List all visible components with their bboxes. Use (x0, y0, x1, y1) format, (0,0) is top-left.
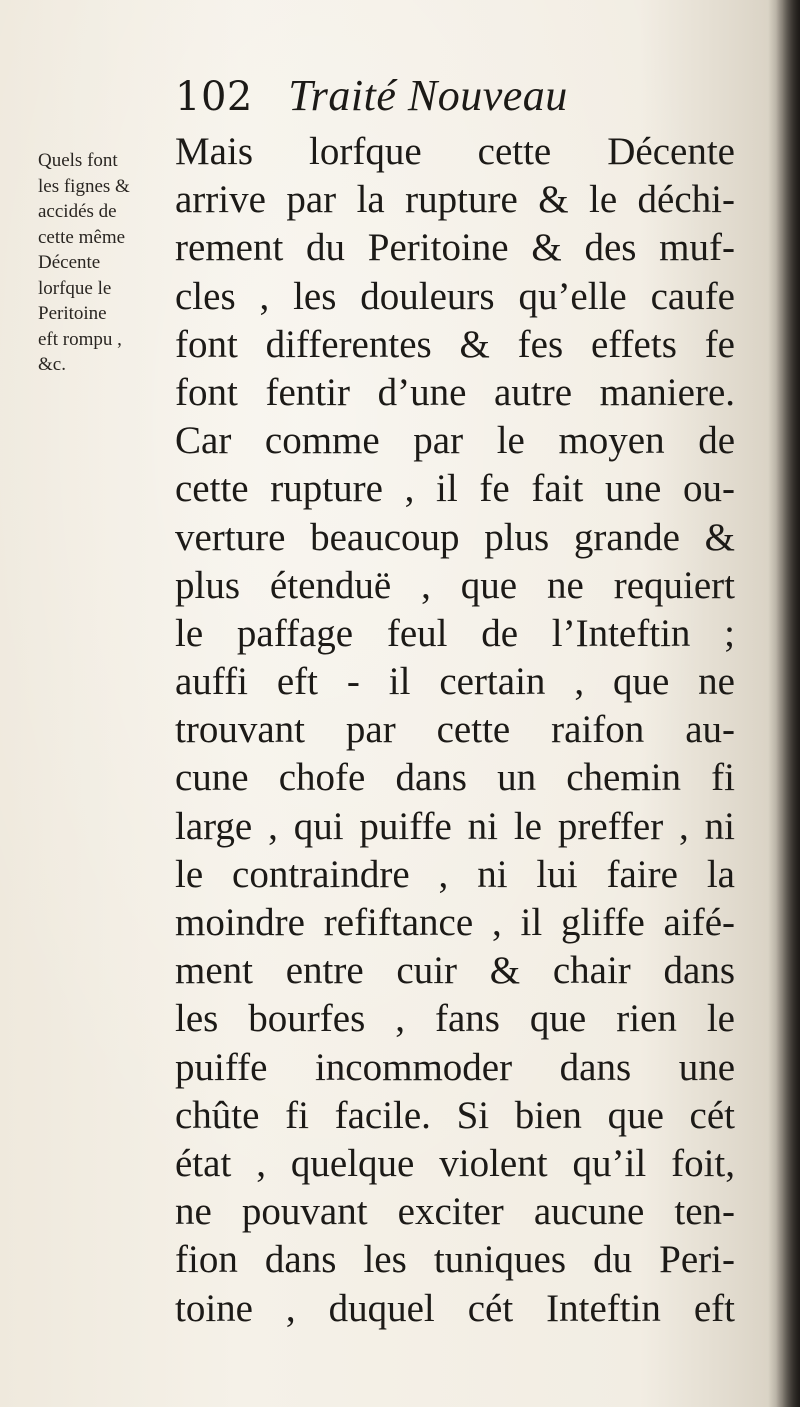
text-line: font fentir d’une autre maniere. (175, 370, 735, 414)
text-line: toine , duquel cét Inteftin eft (175, 1286, 735, 1330)
text-line: verture beaucoup plus grande & (175, 515, 735, 559)
page-header (175, 70, 568, 121)
text-line: arrive par la rupture & le déchi- (175, 178, 735, 222)
text-line: les bourfes , fans que rien le (175, 997, 735, 1041)
text-line: font differentes & fes effets fe (175, 322, 735, 366)
text-line: trouvant par cette raifon au- (175, 708, 735, 752)
text-line: fion dans les tuniques du Peri- (175, 1238, 735, 1282)
margin-note-line: eft rompu , (38, 328, 122, 350)
margin-note-line: cette même (38, 226, 126, 248)
text-line: le paffage feul de l’Inteftin ; (175, 611, 735, 655)
text-line: moindre refiftance , il gliffe aifé- (175, 901, 735, 944)
margin-note-line: Décente (38, 252, 101, 273)
text-line: ment entre cuir & chair dans (175, 949, 735, 993)
text-line: cette rupture , il fe fait une ou- (175, 467, 735, 511)
text-line: Mais lorfque cette Décente (175, 130, 735, 173)
text-line: le contraindre , ni lui faire la (175, 852, 735, 896)
text-line: rement du Peritoine & des muf- (175, 226, 735, 270)
page-gutter-shadow (768, 0, 800, 1407)
text-line: Car comme par le moyen de (175, 419, 735, 463)
margin-note (38, 148, 173, 378)
text-line: puiffe incommoder dans une (175, 1045, 735, 1089)
text-line: auffi eft - il certain , que ne (175, 660, 735, 704)
margin-note-line: lorfque le (38, 277, 112, 299)
margin-note-line: les fignes & (38, 175, 130, 197)
text-line: cles , les douleurs qu’elle caufe (175, 274, 735, 318)
margin-note-line: Peritoine (38, 303, 107, 324)
running-title: Traité Nouveau (288, 71, 568, 120)
body-text (175, 128, 735, 1333)
text-line: cune chofe dans un chemin fi (175, 756, 735, 800)
text-line: état , quelque violent qu’il foit, (175, 1141, 735, 1185)
text-line: ne pouvant exciter aucune ten- (175, 1190, 735, 1234)
text-line: chûte fi facile. Si bien que cét (175, 1093, 735, 1137)
text-line: large , qui puiffe ni le preffer , ni (175, 804, 735, 848)
text-line: plus étenduë , que ne requiert (175, 563, 735, 607)
margin-note-line: &c. (38, 354, 66, 375)
page-number: 102 (175, 74, 253, 120)
margin-note-line: accidés de (38, 201, 117, 222)
margin-note-line: Quels font (38, 150, 118, 171)
